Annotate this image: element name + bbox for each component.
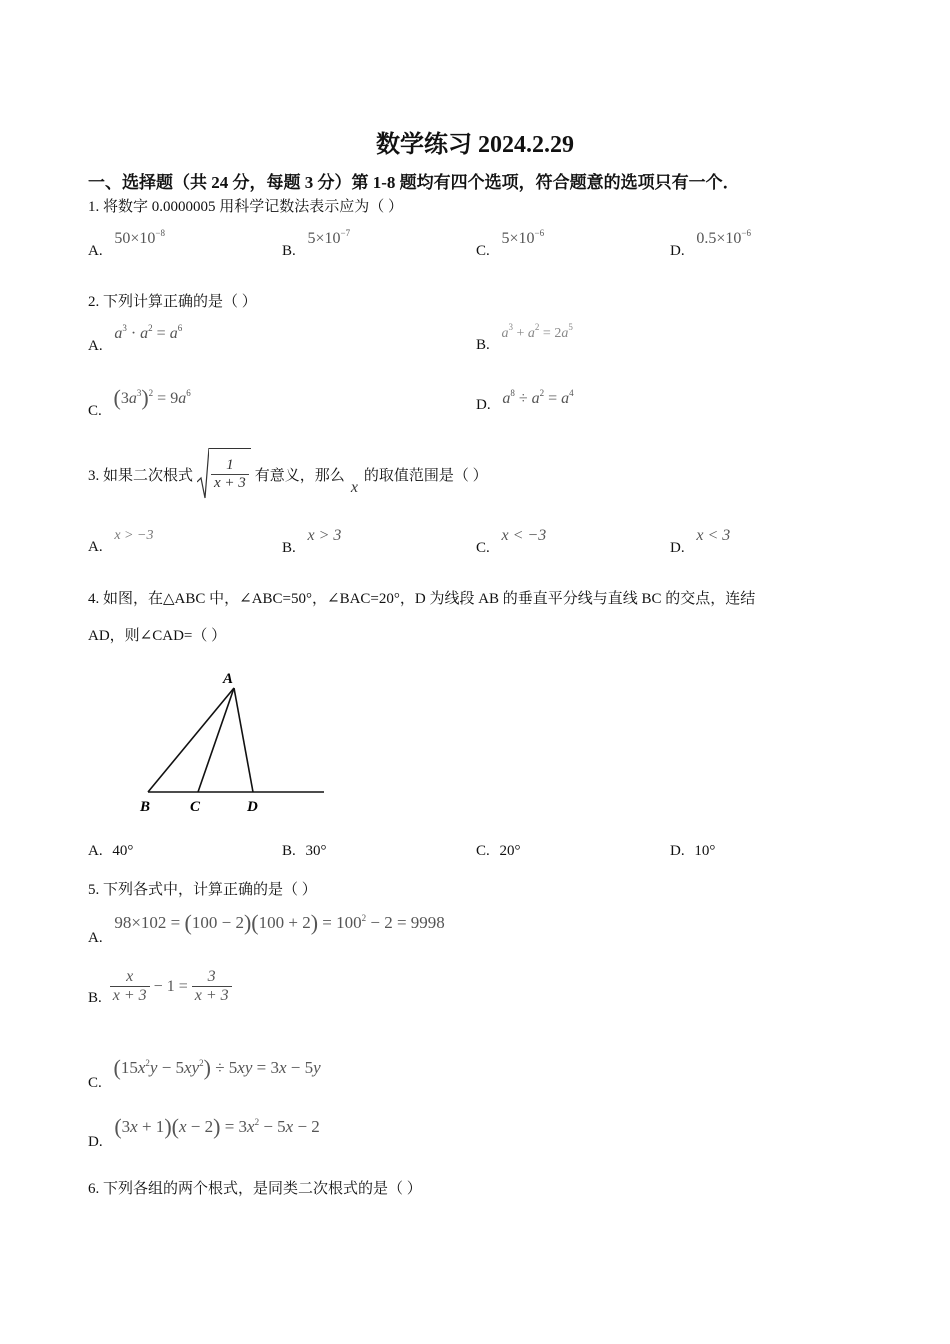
- vertex-label-a: A: [223, 671, 234, 687]
- option-label: A.: [88, 539, 103, 555]
- option-exponent: −6: [534, 228, 545, 238]
- stem-text: 3. 如果二次根式: [88, 467, 194, 484]
- option-math: $a^8 \div a^2 = a^4$: [502, 388, 574, 407]
- option-label: C.: [476, 843, 490, 859]
- option-text: 40°: [112, 843, 134, 859]
- option-label: D.: [670, 540, 685, 556]
- question-3-option-c[interactable]: [476, 527, 547, 556]
- question-2-option-b[interactable]: [476, 322, 573, 353]
- fraction-numerator: x: [110, 968, 150, 987]
- option-label: B.: [476, 337, 490, 353]
- fraction-numerator: 3: [192, 968, 232, 987]
- stem-variable: x: [350, 479, 358, 496]
- option-text: 30°: [305, 843, 327, 859]
- question-3-option-a[interactable]: [88, 527, 154, 555]
- question-3-option-d[interactable]: [670, 527, 731, 556]
- option-text: 10°: [694, 843, 716, 859]
- option-math: x < −3: [501, 527, 547, 544]
- option-label: C.: [476, 243, 490, 259]
- question-6-stem: 6. 下列各组的两个根式，是同类二次根式的是（ ）: [88, 1181, 422, 1197]
- option-math: $(3x + 1)(x - 2) = 3x^2 - 5x - 2$: [114, 1114, 320, 1139]
- question-1-stem: 1. 将数字 0.0000005 用科学记数法表示应为（ ）: [88, 199, 404, 215]
- option-math: x > 3: [307, 527, 342, 544]
- question-1-option-d[interactable]: [670, 228, 751, 259]
- option-label: C.: [88, 403, 102, 419]
- option-math-middle: − 1 =: [153, 977, 188, 995]
- option-math: $(15x^2y - 5xy^2) \div 5xy = 3x - 5y$: [113, 1055, 321, 1080]
- question-1-option-c[interactable]: [476, 228, 545, 259]
- option-label: A.: [88, 243, 103, 259]
- question-2-stem: 2. 下列计算正确的是（ ）: [88, 294, 257, 310]
- radical-sign-icon: [197, 448, 209, 500]
- fraction-denominator: x + 3: [112, 987, 147, 1004]
- option-label: D.: [670, 243, 685, 259]
- section-heading: 一、选择题（共 24 分，每题 3 分）第 1-8 题均有四个选项，符合题意的选项只有一个．: [88, 173, 740, 192]
- segment-ac: [198, 688, 234, 792]
- question-1-option-a[interactable]: [88, 228, 165, 259]
- question-4-option-d[interactable]: [670, 843, 715, 860]
- question-5-option-c[interactable]: [88, 1055, 321, 1091]
- question-4-stem-line-2: AD，则∠CAD=（ ）: [88, 628, 227, 644]
- question-4-option-a[interactable]: [88, 843, 133, 860]
- segment-ab: [148, 688, 234, 792]
- option-math: $a^3 + a^2 = 2a^5$: [501, 322, 573, 341]
- stem-text: 的取值范围是（ ）: [363, 467, 488, 484]
- option-label: B.: [282, 540, 296, 556]
- question-1-option-b[interactable]: [282, 228, 351, 259]
- fraction-denominator: x + 3: [194, 987, 229, 1004]
- option-exponent: −6: [741, 228, 751, 238]
- triangle-figure: [130, 660, 340, 820]
- option-label: B.: [282, 843, 296, 859]
- option-label: D.: [476, 397, 491, 413]
- option-exponent: −8: [155, 228, 165, 238]
- question-2-option-a[interactable]: [88, 323, 183, 354]
- question-4-option-c[interactable]: [476, 843, 521, 860]
- option-label: D.: [88, 1134, 103, 1150]
- radical-expression: [197, 448, 251, 500]
- option-math: [110, 968, 232, 1005]
- option-label: B.: [282, 243, 296, 259]
- question-4-stem-line-1: 4. 如图，在△ABC 中，∠ABC=50°，∠BAC=20°，D 为线段 AB 的垂直平分线与直线 BC 的交点，连结: [88, 591, 756, 607]
- option-math: $a^3 \cdot a^2 = a^6$: [114, 323, 183, 342]
- question-5-option-d[interactable]: [88, 1114, 320, 1150]
- fraction-denominator: x + 3: [214, 475, 246, 491]
- page-title: 数学练习 2024.2.29: [376, 132, 574, 158]
- option-math: x > −3: [114, 528, 154, 543]
- question-2-option-d[interactable]: [476, 388, 574, 413]
- question-3-stem: [88, 446, 488, 502]
- option-label: C.: [88, 1075, 102, 1091]
- option-exponent: −7: [340, 228, 351, 238]
- question-5-stem: 5. 下列各式中，计算正确的是（ ）: [88, 882, 317, 898]
- option-text: 20°: [499, 843, 521, 859]
- stem-text: 有意义，那么: [254, 467, 345, 484]
- question-2-option-c[interactable]: [88, 385, 191, 419]
- option-label: C.: [476, 540, 490, 556]
- question-5-option-a[interactable]: [88, 910, 445, 946]
- option-math: $(3a^3)^2 = 9a^6$: [113, 385, 191, 410]
- vertex-label-b: B: [140, 799, 151, 815]
- question-3-option-b[interactable]: [282, 527, 342, 556]
- option-math: x < 3: [696, 527, 731, 544]
- option-label: B.: [88, 990, 102, 1006]
- question-4-option-b[interactable]: [282, 843, 327, 860]
- option-label: A.: [88, 930, 103, 946]
- option-label: A.: [88, 843, 103, 859]
- vertex-label-d: D: [247, 799, 258, 815]
- segment-ad: [234, 688, 253, 792]
- question-5-option-b[interactable]: [88, 968, 232, 1005]
- option-label: A.: [88, 338, 103, 354]
- vertex-label-c: C: [190, 799, 201, 815]
- option-math: 5×10: [307, 230, 341, 247]
- option-math: 0.5×10: [696, 230, 742, 247]
- option-math: 5×10: [501, 230, 535, 247]
- option-label: D.: [670, 843, 685, 859]
- option-math: 50×10: [114, 230, 156, 247]
- option-math: $98\times 102 = (100 - 2)(100 + 2) = 100^2 - 2 = 9998$: [114, 910, 445, 935]
- fraction-numerator: 1: [211, 457, 249, 475]
